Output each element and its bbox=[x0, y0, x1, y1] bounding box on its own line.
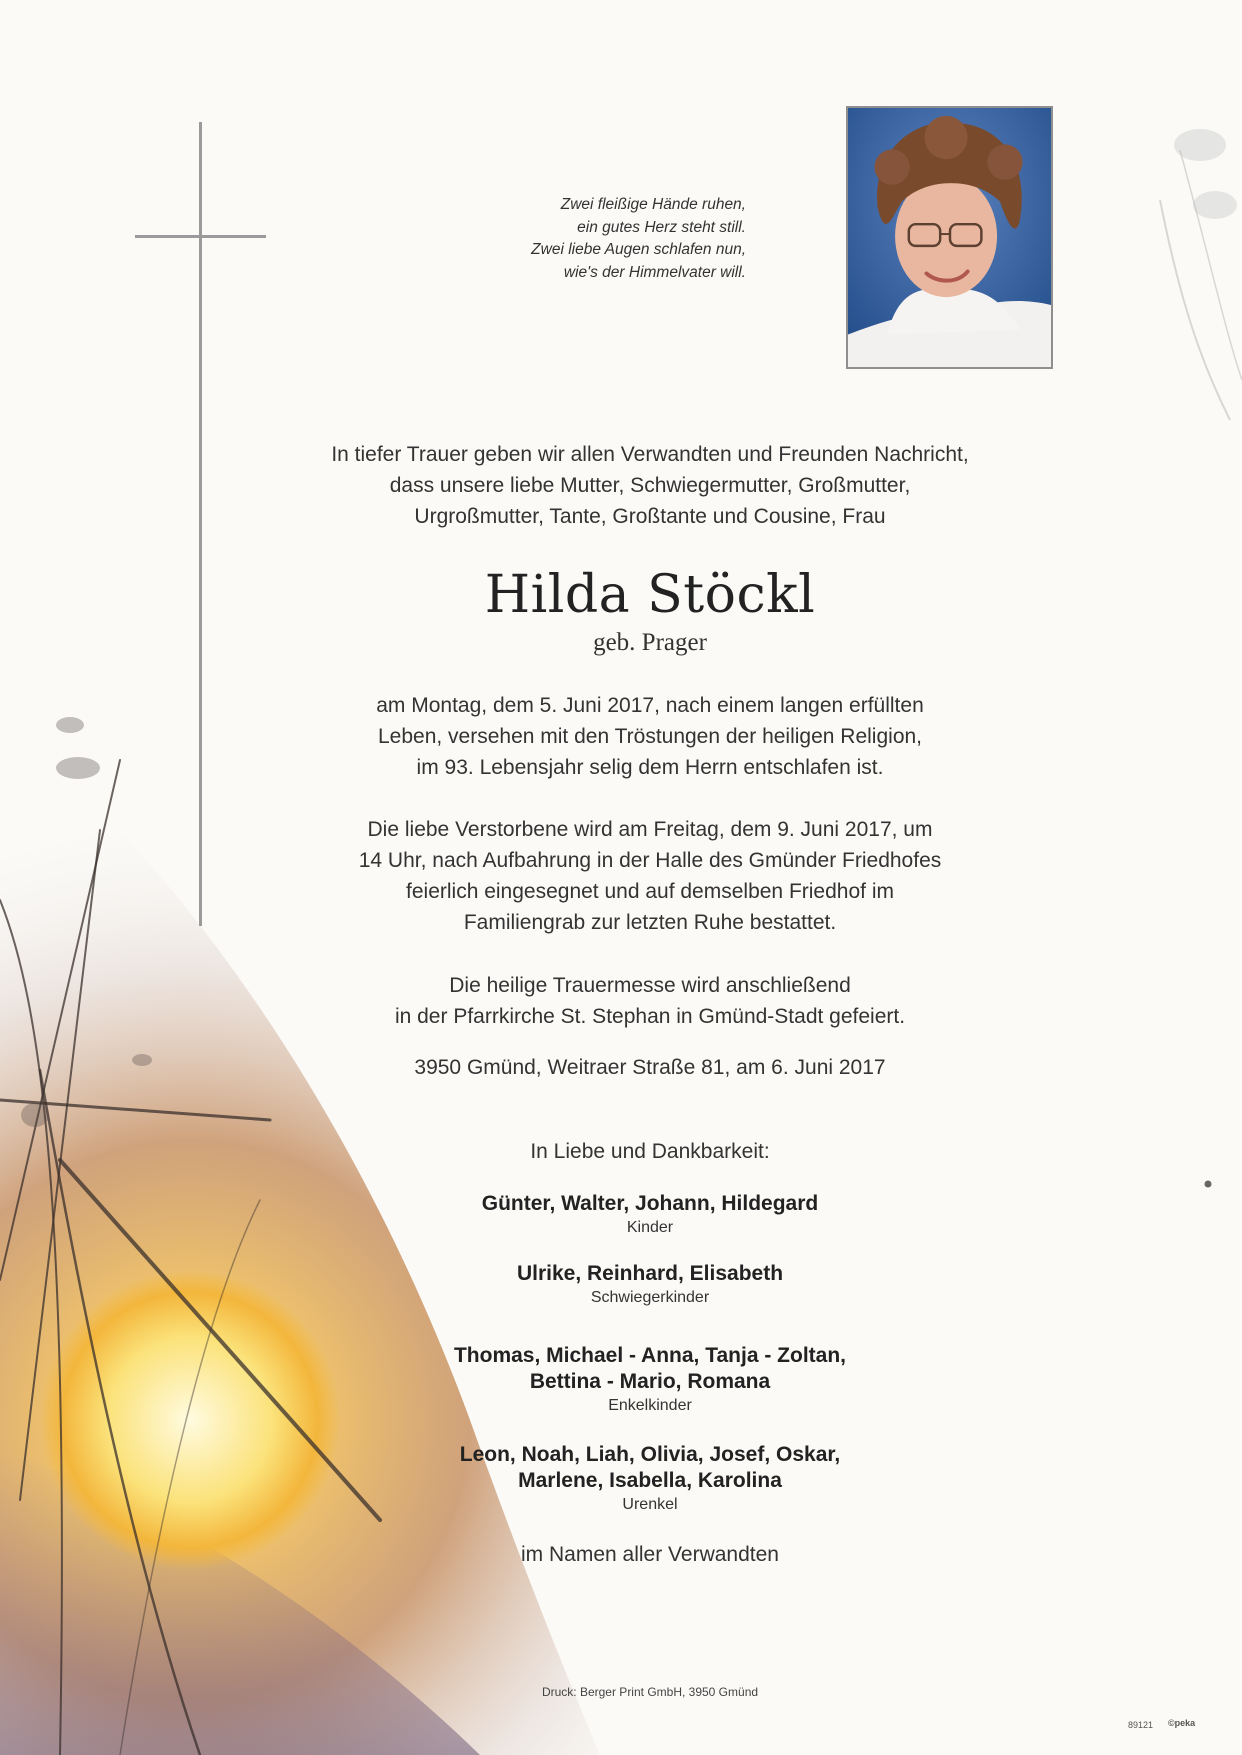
footer-brand: ©peka bbox=[1168, 1718, 1196, 1728]
mourner-relation: Enkelkinder bbox=[608, 1397, 692, 1414]
memorial-poem bbox=[440, 194, 746, 284]
cross-horizontal-bar bbox=[135, 235, 266, 238]
deceased-name: Hilda Stöckl bbox=[484, 565, 816, 625]
intro-text bbox=[270, 439, 1030, 532]
mourner-relation: Urenkel bbox=[622, 1496, 678, 1513]
place-and-date: 3950 Gmünd, Weitraer Straße 81, am 6. Juni 2017 bbox=[414, 1056, 886, 1079]
poem-line: Zwei liebe Augen schlafen nun, bbox=[531, 241, 746, 258]
intro-line: In tiefer Trauer geben wir allen Verwandten und Freunden Nachricht, bbox=[331, 443, 969, 466]
poem-line: wie's der Himmelvater will. bbox=[563, 263, 746, 281]
mourner-group-children-in-law bbox=[270, 1261, 1030, 1309]
intro-line: Urgroßmutter, Tante, Großtante und Cousine, Frau bbox=[414, 505, 886, 528]
mourner-group-children bbox=[270, 1191, 1030, 1239]
poem-line: Zwei fleißige Hände ruhen, bbox=[560, 196, 746, 213]
closing-line: im Namen aller Verwandten bbox=[521, 1543, 779, 1566]
notice-line: am Montag, dem 5. Juni 2017, nach einem langen erfüllten bbox=[376, 694, 924, 717]
cross-vertical-bar bbox=[199, 122, 202, 926]
mourner-names: Leon, Noah, Liah, Olivia, Josef, Oskar, bbox=[459, 1443, 841, 1466]
intro-line: dass unsere liebe Mutter, Schwiegermutter, Großmutter, bbox=[389, 474, 911, 497]
mourner-names: Günter, Walter, Johann, Hildegard bbox=[481, 1192, 819, 1215]
notice-line: im 93. Lebensjahr selig dem Herrn entschlafen ist. bbox=[416, 756, 884, 779]
mourner-relation: Schwiegerkinder bbox=[590, 1289, 710, 1306]
mass-line: in der Pfarrkirche St. Stephan in Gmünd-Stadt gefeiert. bbox=[394, 1005, 906, 1028]
mourner-names: Marlene, Isabella, Karolina bbox=[518, 1469, 782, 1492]
burial-line: Die liebe Verstorbene wird am Freitag, dem 9. Juni 2017, um bbox=[367, 818, 933, 841]
burial-line: Familiengrab zur letzten Ruhe bestattet. bbox=[463, 911, 837, 934]
poem-line: ein gutes Herz steht still. bbox=[577, 218, 746, 236]
mass-line: Die heilige Trauermesse wird anschließend bbox=[449, 974, 851, 997]
mourner-names: Bettina - Mario, Romana bbox=[529, 1370, 771, 1393]
mass-details bbox=[270, 970, 1030, 1032]
portrait-image bbox=[848, 108, 1051, 367]
portrait-photo bbox=[846, 106, 1053, 369]
burial-line: 14 Uhr, nach Aufbahrung in der Halle des Gmünder Friedhofes bbox=[358, 849, 942, 872]
mourner-names: Thomas, Michael - Anna, Tanja - Zoltan, bbox=[453, 1344, 847, 1367]
mourner-names: Ulrike, Reinhard, Elisabeth bbox=[516, 1262, 784, 1285]
mourner-group-great-grandchildren bbox=[270, 1442, 1030, 1516]
death-notice bbox=[270, 690, 1030, 783]
mourner-group-grandchildren bbox=[270, 1343, 1030, 1417]
mourner-relation: Kinder bbox=[626, 1219, 674, 1236]
maiden-name: geb. Prager bbox=[593, 629, 707, 656]
printer-credit: Druck: Berger Print GmbH, 3950 Gmünd bbox=[541, 1685, 759, 1699]
burial-line: feierlich eingesegnet und auf demselben Friedhof im bbox=[406, 880, 894, 903]
footer-code: 89121 bbox=[1128, 1720, 1154, 1730]
burial-details bbox=[270, 814, 1030, 938]
thanks-heading: In Liebe und Dankbarkeit: bbox=[530, 1140, 770, 1163]
notice-line: Leben, versehen mit den Tröstungen der heiligen Religion, bbox=[377, 725, 923, 748]
